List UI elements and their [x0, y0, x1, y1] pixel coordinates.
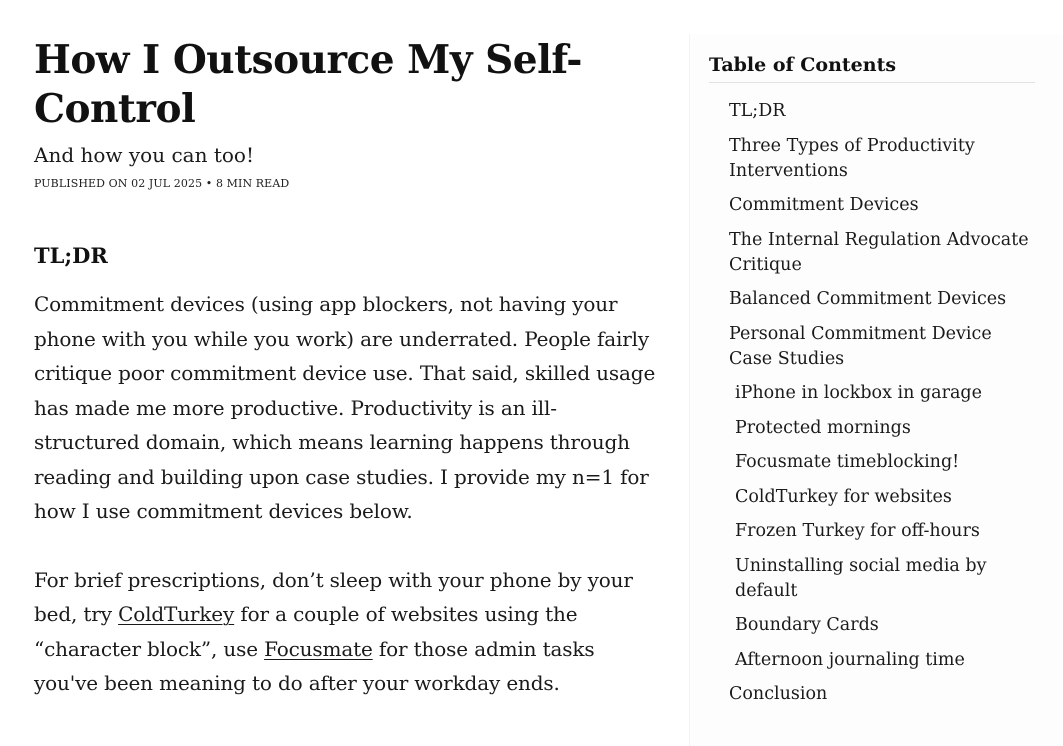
paragraph-2-text-1: For brief prescriptions, don’t sleep with your phone by your bed, try	[34, 567, 633, 626]
toc-list	[690, 99, 1063, 707]
toc-item-5[interactable]: Personal Commitment Device Case Studies	[729, 323, 992, 369]
toc-item-14[interactable]: Conclusion	[729, 684, 828, 704]
coldturkey-link[interactable]: ColdTurkey	[118, 602, 235, 626]
toc-item-13[interactable]: Afternoon journaling time	[735, 649, 965, 670]
toc-item-7[interactable]: Protected mornings	[735, 417, 911, 438]
paragraph-2-text-3: for those admin tasks you've been meaning to do after your workday ends.	[34, 636, 595, 695]
toc-item-0[interactable]: TL;DR	[729, 101, 786, 121]
article-title: How I Outsource My Self-Control	[34, 37, 582, 132]
toc-item-9[interactable]: ColdTurkey for websites	[735, 486, 952, 507]
section-heading-tldr: TL;DR	[34, 243, 108, 268]
paragraph-1: Commitment devices (using app blockers, not having your phone with you while you work) are underrated. People fairly critique poor commitment device use. That said, skilled usage has made me more productive. Productivity is an ill-structured domain, which means learning happens through reading and building upon case studies. I provide my n=1 for how I use commitment devices below.	[34, 292, 656, 523]
toc-item-8[interactable]: Focusmate timeblocking!	[735, 452, 960, 472]
table-of-contents	[690, 34, 1063, 746]
toc-item-12[interactable]: Boundary Cards	[735, 615, 879, 635]
focusmate-link[interactable]: Focusmate	[264, 636, 373, 661]
toc-item-3[interactable]: The Internal Regulation Advocate Critique	[729, 229, 1029, 275]
toc-item-10[interactable]: Frozen Turkey for off-hours	[735, 521, 980, 541]
toc-item-2[interactable]: Commitment Devices	[729, 195, 919, 215]
publish-meta: PUBLISHED ON 02 JUL 2025 • 8 MIN READ	[34, 177, 290, 190]
toc-item-4[interactable]: Balanced Commitment Devices	[729, 289, 1007, 309]
toc-item-1[interactable]: Three Types of Productivity Interventions	[729, 135, 975, 181]
toc-item-6[interactable]: iPhone in lockbox in garage	[735, 383, 982, 403]
article	[34, 36, 664, 701]
article-subtitle: And how you can too!	[34, 143, 254, 167]
paragraph-2-text-2: for a couple of websites using the “character block”, use	[34, 602, 578, 661]
toc-title: Table of Contents	[709, 53, 1035, 83]
toc-item-11[interactable]: Uninstalling social media by default	[735, 555, 987, 601]
paragraph-2	[34, 563, 659, 701]
